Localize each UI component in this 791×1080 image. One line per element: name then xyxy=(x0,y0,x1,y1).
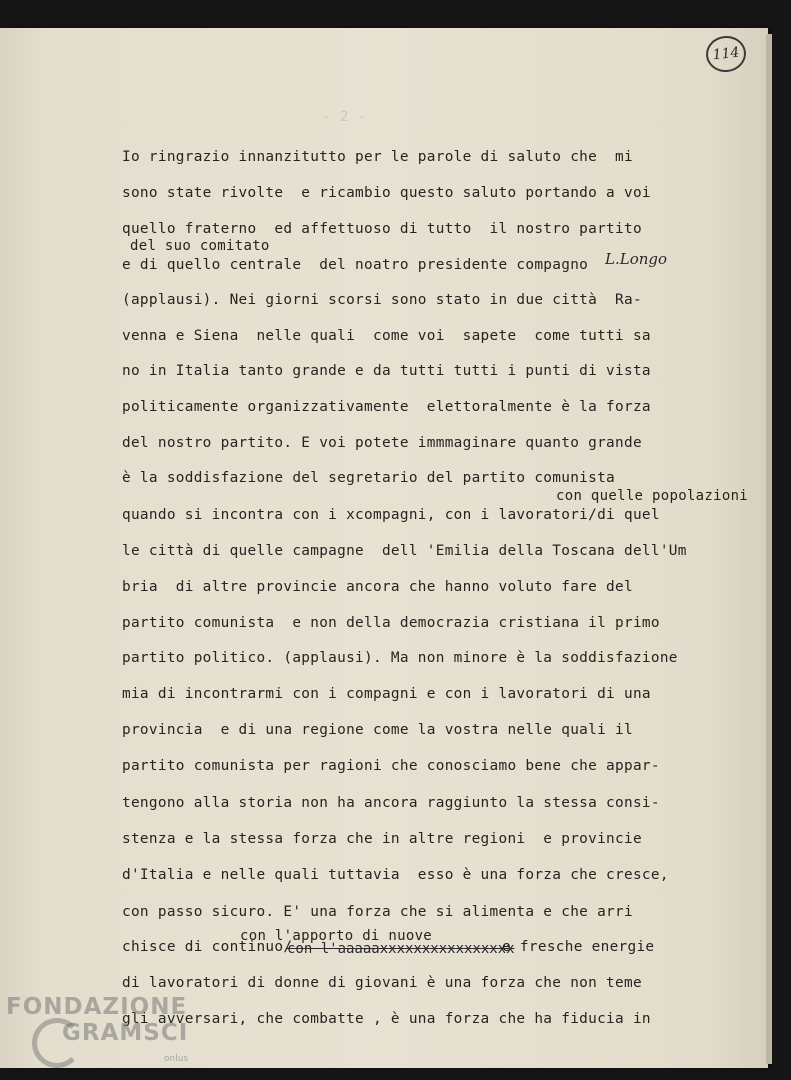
text-line-14: partito comunista e non della democrazia cristiana il primo xyxy=(122,615,660,631)
text-line-8: politicamente organizzativamente elettoralmente è la forza xyxy=(122,399,651,415)
watermark-line-1: FONDAZIONE xyxy=(6,994,188,1020)
text-line-3: quello fraterno ed affettuoso di tutto il nostro partito xyxy=(122,221,642,237)
insertion-apporto: con l'apporto di nuove xyxy=(240,928,433,944)
watermark-line-2: GRAMSCI xyxy=(62,1020,189,1046)
text-line-9: del nostro partito. E voi potete immmaginare quanto grande xyxy=(122,435,642,451)
text-line-20: stenza e la stessa forza che in altre regioni e provincie xyxy=(122,831,642,847)
insertion-comitato: del suo comitato xyxy=(130,238,270,254)
text-line-19: tengono alla storia non ha ancora raggiunto la stessa consi- xyxy=(122,795,660,811)
fondazione-gramsci-watermark xyxy=(2,992,202,1076)
text-line-4: e di quello centrale del noatro presidente compagno xyxy=(122,257,589,273)
text-line-7: no in Italia tanto grande e da tutti tutti i punti di vista xyxy=(122,363,651,379)
text-line-11: quando si incontra con i xcompagni, con i lavoratori/di quel xyxy=(122,507,660,523)
text-line-5: (applausi). Nei giorni scorsi sono stato in due città Ra- xyxy=(122,292,642,308)
watermark-sub: onlus xyxy=(164,1054,189,1064)
text-line-12: le città di quelle campagne dell 'Emilia della Toscana dell'Um xyxy=(122,543,687,559)
page-number-stamp: 114 xyxy=(704,34,748,74)
text-line-6: venna e Siena nelle quali come voi sapete come tutti sa xyxy=(122,328,651,344)
text-line-15: partito politico. (applausi). Ma non minore è la soddisfazione xyxy=(122,650,678,666)
text-line-24: di lavoratori di donne di giovani è una forza che non teme xyxy=(122,975,642,991)
struck-out-text: con l'aaaaaxxxxxxxxxxxxxxxx xyxy=(287,941,515,957)
text-line-23: chisce di continuo/ xyxy=(122,939,293,955)
insertion-longo: L.Longo xyxy=(605,250,668,268)
insertion-popolazioni: con quelle popolazioni xyxy=(556,488,749,504)
text-line-23-end: e fresche energie xyxy=(502,939,655,955)
text-line-10: è la soddisfazione del segretario del partito comunista xyxy=(122,470,616,486)
text-line-25: gli avversari, che combatte , è una forza che ha fiducia in xyxy=(122,1011,651,1027)
text-line-18: partito comunista per ragioni che conosciamo bene che appar- xyxy=(122,758,660,774)
text-line-16: mia di incontrarmi con i compagni e con i lavoratori di una xyxy=(122,686,651,702)
text-line-2: sono state rivolte e ricambio questo saluto portando a voi xyxy=(122,185,651,201)
page-edge xyxy=(766,34,772,1064)
text-line-17: provincia e di una regione come la vostra nelle quali il xyxy=(122,722,633,738)
text-line-13: bria di altre provincie ancora che hanno voluto fare del xyxy=(122,579,633,595)
header-mark: - 2 - xyxy=(322,109,367,125)
text-line-22: con passo sicuro. E' una forza che si alimenta e che arri xyxy=(122,904,633,920)
text-line-1: Io ringrazio innanzitutto per le parole di saluto che mi xyxy=(122,149,633,165)
text-line-21: d'Italia e nelle quali tuttavia esso è una forza che cresce, xyxy=(122,867,669,883)
